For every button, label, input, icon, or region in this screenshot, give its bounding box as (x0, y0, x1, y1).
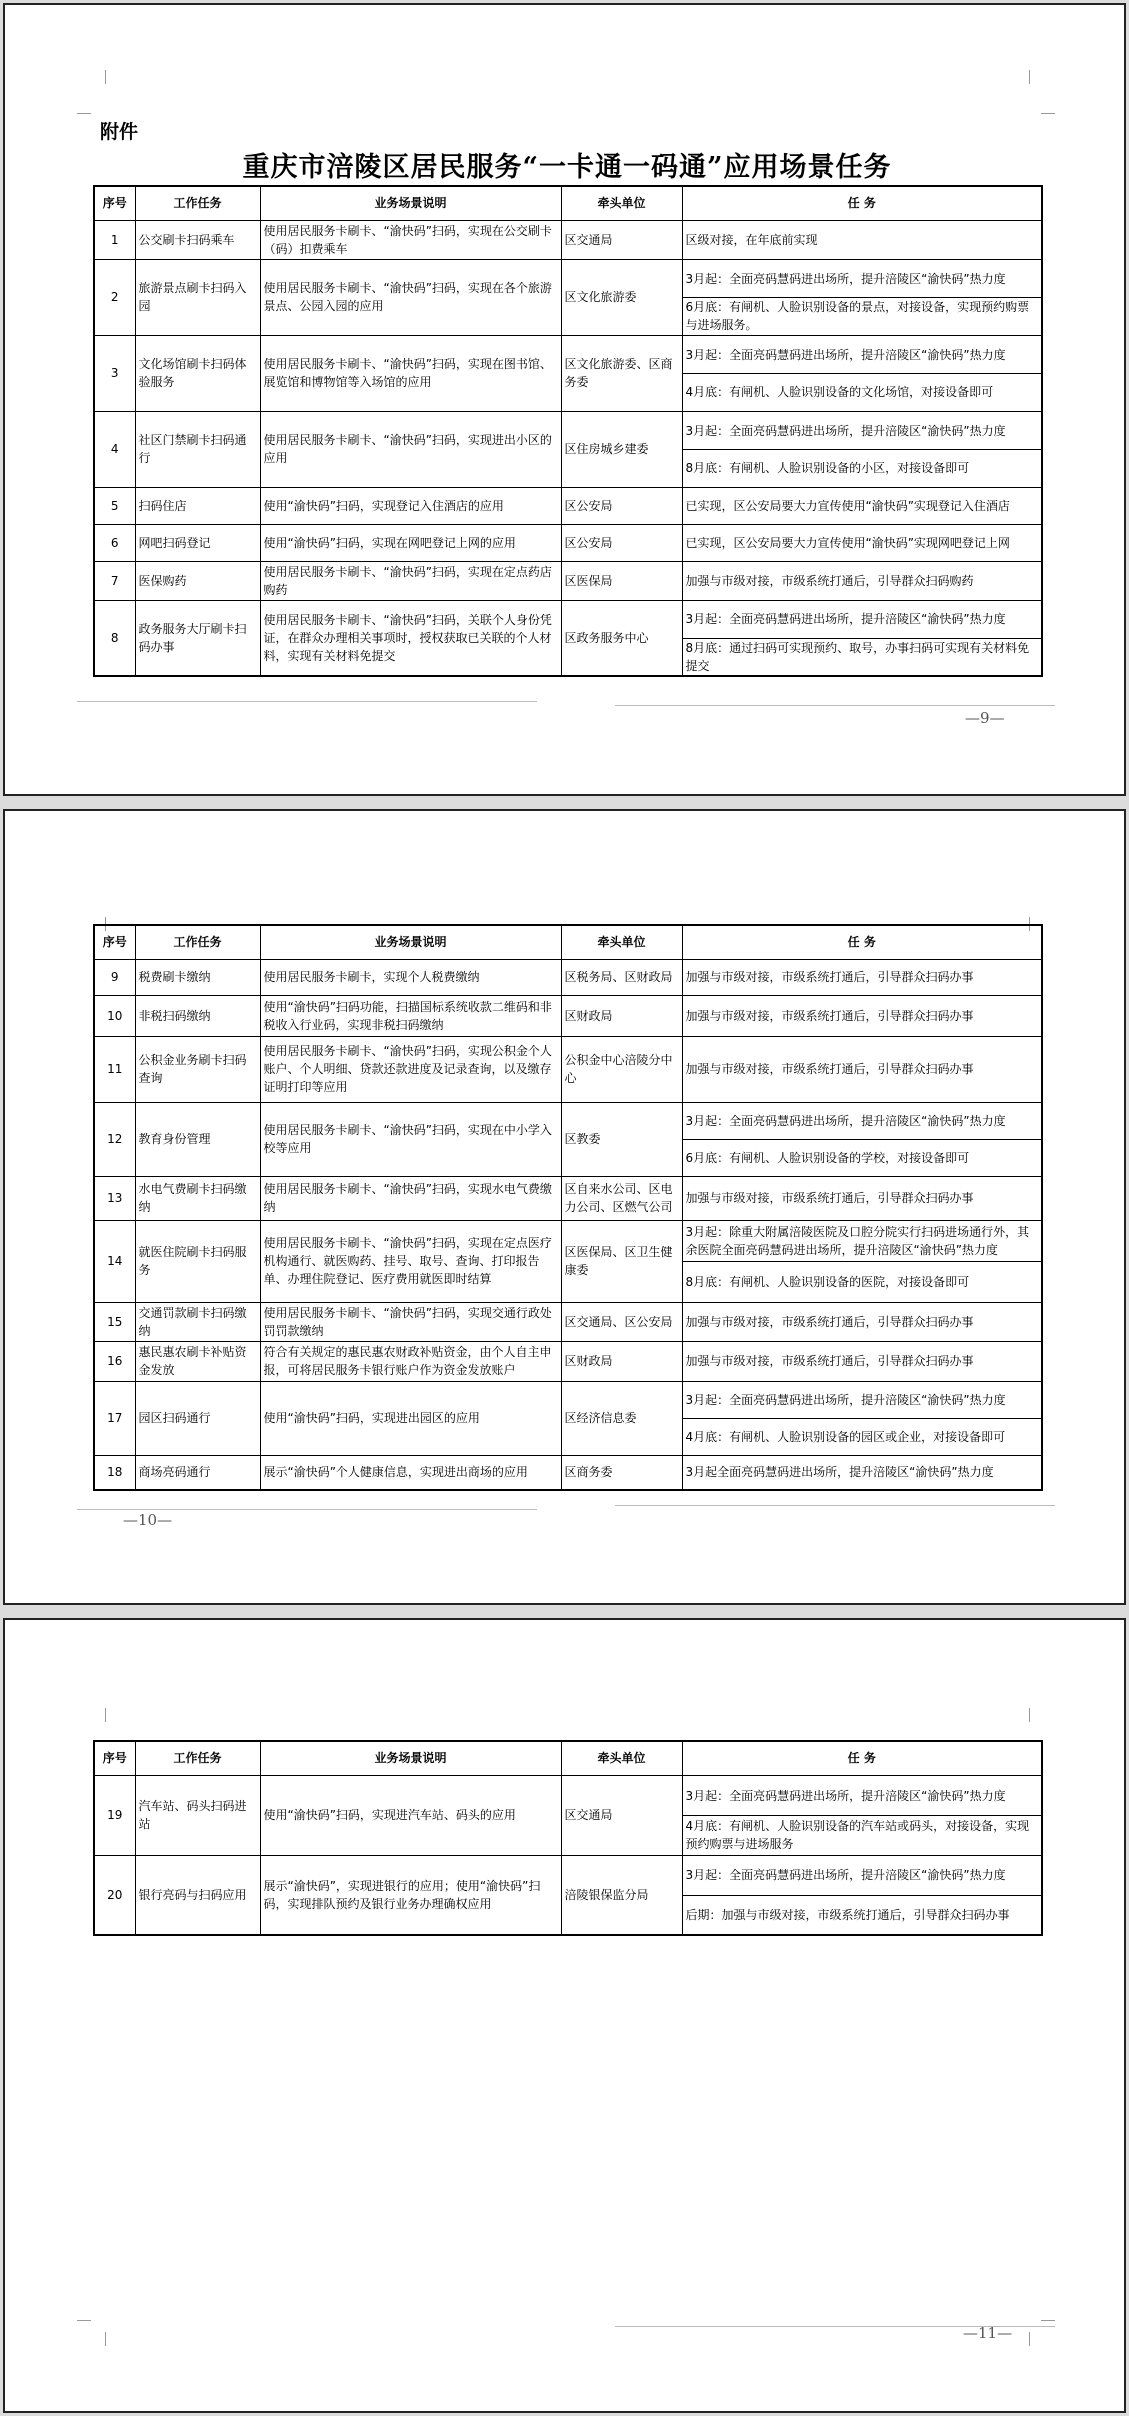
task-cell (682, 1102, 1042, 1176)
task-item: 加强与市级对接，市级系统打通后，引导群众扫码办事 (685, 1354, 974, 1368)
scenario-desc-cell: 符合有关规定的惠民惠农财政补贴资金，由个人自主申报，可将居民服务卡银行账户作为资金发放账户 (260, 1341, 561, 1381)
task-table-page-3 (93, 1740, 1043, 1936)
table-row (94, 1036, 1042, 1102)
table-header-row (94, 186, 1042, 220)
lead-unit-cell: 区公安局 (561, 524, 682, 561)
lead-unit-cell: 区文化旅游委 (561, 259, 682, 335)
task-cell (682, 259, 1042, 335)
table-row (94, 1381, 1042, 1455)
task-item: 3月起全面亮码慧码进出场所，提升涪陵区“渝快码”热力度 (685, 1465, 994, 1480)
table-row (94, 1455, 1042, 1490)
task-cell (682, 1381, 1042, 1455)
row-number: 6 (94, 524, 135, 561)
table-row (94, 1775, 1042, 1855)
lead-unit-cell: 区教委 (561, 1102, 682, 1176)
header-task: 任 务 (682, 925, 1042, 959)
row-number: 1 (94, 220, 135, 259)
page-number: —10— (123, 1511, 173, 1529)
header-work: 工作任务 (135, 1741, 260, 1775)
task-item: 3月起：全面亮码慧码进出场所，提升涪陵区“渝快码”热力度 (685, 347, 1006, 362)
row-number: 11 (94, 1036, 135, 1102)
scenario-desc-cell: 使用居民服务卡刷卡、“渝快码”扫码，实现水电气费缴纳 (260, 1176, 561, 1220)
task-cell (682, 1220, 1042, 1302)
table-row (94, 524, 1042, 561)
page-number: —9— (965, 709, 1005, 727)
lead-unit-cell: 涪陵银保监分局 (561, 1855, 682, 1935)
header-lead: 牵头单位 (561, 1741, 682, 1775)
table-row (94, 1302, 1042, 1341)
scenario-desc-cell: 展示“渝快码”，实现进银行的应用；使用“渝快码”扫码，实现排队预约及银行业务办理确权应用 (260, 1855, 561, 1935)
header-task: 任 务 (682, 186, 1042, 220)
task-item: 3月起：全面亮码慧码进出场所，提升涪陵区“渝快码”热力度 (685, 1788, 1006, 1803)
table-row (94, 259, 1042, 335)
row-number: 18 (94, 1455, 135, 1490)
lead-unit-cell: 区医保局 (561, 561, 682, 600)
scenario-desc-cell: 使用“渝快码”扫码，实现进出园区的应用 (260, 1381, 561, 1455)
task-item: 3月起：除重大附属涪陵医院及口腔分院实行扫码进场通行外，其余医院全面亮码慧码进出场所，提升涪陵区“渝快码”热力度 (685, 1225, 1030, 1257)
scenario-desc-cell: 使用“渝快码”扫码，实现在网吧登记上网的应用 (260, 524, 561, 561)
work-task-cell: 水电气费刷卡扫码缴纳 (135, 1176, 260, 1220)
header-desc: 业务场景说明 (260, 925, 561, 959)
work-task-cell: 非税扫码缴纳 (135, 995, 260, 1036)
lead-unit-cell: 区交通局 (561, 220, 682, 259)
task-item: 加强与市级对接，市级系统打通后，引导群众扫码办事 (685, 1314, 974, 1329)
task-item: 3月起：全面亮码慧码进出场所，提升涪陵区“渝快码”热力度 (685, 1114, 1006, 1128)
scenario-desc-cell: 使用居民服务卡刷卡、“渝快码”扫码，实现在公交刷卡（码）扣费乘车 (260, 220, 561, 259)
task-table-page-2 (93, 924, 1043, 1491)
task-item: 8月底：有闸机、人脸识别设备的医院，对接设备即可 (683, 1261, 1042, 1301)
scenario-desc-cell: 使用居民服务卡刷卡、“渝快码”扫码，实现在各个旅游景点、公园入园的应用 (260, 259, 561, 335)
task-cell (682, 335, 1042, 411)
header-no: 序号 (94, 186, 135, 220)
task-item: 加强与市级对接，市级系统打通后，引导群众扫码办事 (685, 1191, 974, 1205)
table-row (94, 959, 1042, 995)
work-task-cell: 旅游景点刷卡扫码入园 (135, 259, 260, 335)
table-row (94, 1220, 1042, 1302)
document-page-1 (3, 3, 1126, 796)
work-task-cell: 公交刷卡扫码乘车 (135, 220, 260, 259)
row-number: 10 (94, 995, 135, 1036)
row-number: 9 (94, 959, 135, 995)
task-cell (682, 220, 1042, 259)
lead-unit-cell: 区医保局、区卫生健康委 (561, 1220, 682, 1302)
scenario-desc-cell: 使用居民服务卡刷卡、“渝快码”扫码，实现在定点药店购药 (260, 561, 561, 600)
task-cell (682, 1176, 1042, 1220)
lead-unit-cell: 区自来水公司、区电力公司、区燃气公司 (561, 1176, 682, 1220)
task-table-page-1 (93, 185, 1043, 677)
task-cell (682, 1341, 1042, 1381)
task-item: 3月起：全面亮码慧码进出场所，提升涪陵区“渝快码”热力度 (685, 1393, 1006, 1407)
task-item: 3月起：全面亮码慧码进出场所，提升涪陵区“渝快码”热力度 (685, 423, 1006, 438)
work-task-cell: 就医住院刷卡扫码服务 (135, 1220, 260, 1302)
page-number: —11— (963, 2324, 1013, 2342)
table-row (94, 335, 1042, 411)
row-number: 3 (94, 335, 135, 411)
document-page-3 (3, 1618, 1126, 2413)
task-cell (682, 561, 1042, 600)
table-body (94, 1775, 1042, 1935)
task-item: 已实现，区公安局要大力宣传使用“渝快码”实现登记入住酒店 (685, 498, 1010, 513)
task-cell (682, 995, 1042, 1036)
scenario-desc-cell: 使用“渝快码”扫码功能，扫描国标系统收款二维码和非税收入行业码，实现非税扫码缴纳 (260, 995, 561, 1036)
lead-unit-cell: 区财政局 (561, 995, 682, 1036)
task-cell (682, 524, 1042, 561)
row-number: 8 (94, 600, 135, 676)
task-cell (682, 411, 1042, 487)
task-item: 3月起：全面亮码慧码进出场所，提升涪陵区“渝快码”热力度 (685, 612, 1006, 627)
work-task-cell: 惠民惠农刷卡补贴资金发放 (135, 1341, 260, 1381)
table-header-row (94, 925, 1042, 959)
task-item: 4月底：有闸机、人脸识别设备的文化场馆，对接设备即可 (683, 373, 1042, 410)
scenario-desc-cell: 使用居民服务卡刷卡、“渝快码”扫码，实现进出小区的应用 (260, 411, 561, 487)
lead-unit-cell: 区财政局 (561, 1341, 682, 1381)
row-number: 13 (94, 1176, 135, 1220)
task-item: 6月底：有闸机、人脸识别设备的景点，对接设备，实现预约购票与进场服务。 (683, 297, 1042, 334)
task-item: 6月底：有闸机、人脸识别设备的学校，对接设备即可 (683, 1139, 1042, 1175)
task-item: 加强与市级对接，市级系统打通后，引导群众扫码办事 (685, 1008, 974, 1023)
table-row (94, 487, 1042, 524)
header-desc: 业务场景说明 (260, 186, 561, 220)
task-cell (682, 1455, 1042, 1490)
table-row (94, 1341, 1042, 1381)
table-row (94, 1102, 1042, 1176)
scenario-desc-cell: 使用居民服务卡刷卡、“渝快码”扫码，实现在中小学入校等应用 (260, 1102, 561, 1176)
row-number: 4 (94, 411, 135, 487)
task-item: 加强与市级对接，市级系统打通后，引导群众扫码办事 (685, 970, 974, 984)
table-row (94, 220, 1042, 259)
lead-unit-cell: 区文化旅游委、区商务委 (561, 335, 682, 411)
table-row (94, 600, 1042, 676)
work-task-cell: 公积金业务刷卡扫码查询 (135, 1036, 260, 1102)
task-cell (682, 600, 1042, 676)
scenario-desc-cell: 使用居民服务卡刷卡、“渝快码”扫码，实现公积金个人账户、个人明细、贷款还款进度及记录查询，以及缴存证明打印等应用 (260, 1036, 561, 1102)
table-row (94, 411, 1042, 487)
lead-unit-cell: 区公安局 (561, 487, 682, 524)
header-lead: 牵头单位 (561, 186, 682, 220)
lead-unit-cell: 区商务委 (561, 1455, 682, 1490)
table-row (94, 1855, 1042, 1935)
work-task-cell: 教育身份管理 (135, 1102, 260, 1176)
scenario-desc-cell: 使用居民服务卡刷卡，实现个人税费缴纳 (260, 959, 561, 995)
header-lead: 牵头单位 (561, 925, 682, 959)
task-item: 后期：加强与市级对接，市级系统打通后，引导群众扫码办事 (683, 1895, 1042, 1934)
row-number: 14 (94, 1220, 135, 1302)
header-no: 序号 (94, 925, 135, 959)
header-desc: 业务场景说明 (260, 1741, 561, 1775)
scenario-desc-cell: 使用居民服务卡刷卡、“渝快码”扫码，实现在定点医疗机构通行、就医购药、挂号、取号、查询、打印报告单、办理住院登记、医疗费用就医即时结算 (260, 1220, 561, 1302)
lead-unit-cell: 公积金中心涪陵分中心 (561, 1036, 682, 1102)
row-number: 15 (94, 1302, 135, 1341)
work-task-cell: 税费刷卡缴纳 (135, 959, 260, 995)
table-body (94, 959, 1042, 1490)
task-cell (682, 1036, 1042, 1102)
row-number: 7 (94, 561, 135, 600)
row-number: 12 (94, 1102, 135, 1176)
header-work: 工作任务 (135, 925, 260, 959)
task-cell (682, 1855, 1042, 1935)
row-number: 19 (94, 1775, 135, 1855)
work-task-cell: 文化场馆刷卡扫码体验服务 (135, 335, 260, 411)
work-task-cell: 扫码住店 (135, 487, 260, 524)
row-number: 17 (94, 1381, 135, 1455)
row-number: 2 (94, 259, 135, 335)
task-cell (682, 487, 1042, 524)
scenario-desc-cell: 展示“渝快码”个人健康信息，实现进出商场的应用 (260, 1455, 561, 1490)
task-item: 4月底：有闸机、人脸识别设备的汽车站或码头，对接设备，实现预约购票与进场服务 (683, 1815, 1042, 1854)
task-item: 区级对接，在年底前实现 (685, 232, 818, 247)
task-item: 8月底：有闸机、人脸识别设备的小区，对接设备即可 (683, 449, 1042, 486)
table-row (94, 1176, 1042, 1220)
row-number: 5 (94, 487, 135, 524)
row-number: 20 (94, 1855, 135, 1935)
table-row (94, 561, 1042, 600)
scenario-desc-cell: 使用居民服务卡刷卡、“渝快码”扫码，实现在图书馆、展览馆和博物馆等入场馆的应用 (260, 335, 561, 411)
work-task-cell: 社区门禁刷卡扫码通行 (135, 411, 260, 487)
table-row (94, 995, 1042, 1036)
scenario-desc-cell: 使用“渝快码”扫码，实现登记入住酒店的应用 (260, 487, 561, 524)
work-task-cell: 交通罚款刷卡扫码缴纳 (135, 1302, 260, 1341)
work-task-cell: 网吧扫码登记 (135, 524, 260, 561)
scenario-desc-cell: 使用居民服务卡刷卡、“渝快码”扫码，实现交通行政处罚罚款缴纳 (260, 1302, 561, 1341)
header-work: 工作任务 (135, 186, 260, 220)
work-task-cell: 商场亮码通行 (135, 1455, 260, 1490)
attachment-label: 附件 (100, 121, 139, 143)
task-cell (682, 1775, 1042, 1855)
task-item: 8月底：通过扫码可实现预约、取号，办事扫码可实现有关材料免提交 (683, 638, 1042, 675)
work-task-cell: 银行亮码与扫码应用 (135, 1855, 260, 1935)
task-item: 4月底：有闸机、人脸识别设备的园区或企业，对接设备即可 (683, 1418, 1042, 1454)
task-item: 已实现，区公安局要大力宣传使用“渝快码”实现网吧登记上网 (685, 535, 1010, 550)
task-item: 加强与市级对接，市级系统打通后，引导群众扫码购药 (685, 573, 974, 588)
lead-unit-cell: 区住房城乡建委 (561, 411, 682, 487)
task-item: 加强与市级对接，市级系统打通后，引导群众扫码办事 (685, 1062, 974, 1076)
lead-unit-cell: 区税务局、区财政局 (561, 959, 682, 995)
work-task-cell: 政务服务大厅刷卡扫码办事 (135, 600, 260, 676)
scenario-desc-cell: 使用“渝快码”扫码，实现进汽车站、码头的应用 (260, 1775, 561, 1855)
row-number: 16 (94, 1341, 135, 1381)
scenario-desc-cell: 使用居民服务卡刷卡、“渝快码”扫码，关联个人身份凭证，在群众办理相关事项时，授权获取已关联的个人材料，实现有关材料免提交 (260, 600, 561, 676)
lead-unit-cell: 区经济信息委 (561, 1381, 682, 1455)
lead-unit-cell: 区交通局 (561, 1775, 682, 1855)
header-task: 任 务 (682, 1741, 1042, 1775)
task-cell (682, 959, 1042, 995)
document-title: 重庆市涪陵区居民服务“一卡通一码通”应用场景任务 (242, 152, 892, 183)
table-body (94, 220, 1042, 676)
work-task-cell: 汽车站、码头扫码进站 (135, 1775, 260, 1855)
document-page-2 (3, 809, 1126, 1605)
lead-unit-cell: 区交通局、区公安局 (561, 1302, 682, 1341)
work-task-cell: 园区扫码通行 (135, 1381, 260, 1455)
task-item: 3月起：全面亮码慧码进出场所，提升涪陵区“渝快码”热力度 (685, 1868, 1006, 1883)
header-no: 序号 (94, 1741, 135, 1775)
lead-unit-cell: 区政务服务中心 (561, 600, 682, 676)
table-header-row (94, 1741, 1042, 1775)
work-task-cell: 医保购药 (135, 561, 260, 600)
task-item: 3月起：全面亮码慧码进出场所，提升涪陵区“渝快码”热力度 (685, 271, 1006, 286)
task-cell (682, 1302, 1042, 1341)
